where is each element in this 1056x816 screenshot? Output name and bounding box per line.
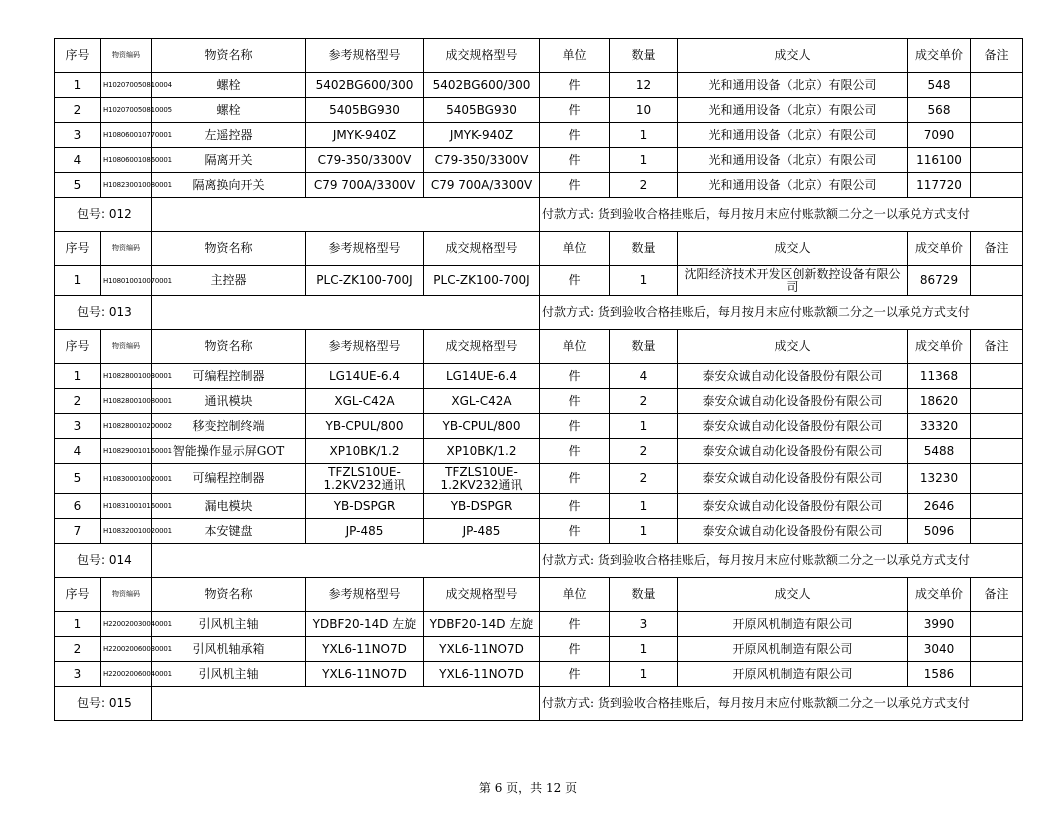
cell-code: H108060010860001 — [101, 148, 152, 173]
package-blank — [152, 544, 540, 578]
cell-price: 86729 — [908, 266, 971, 296]
cell-price: 117720 — [908, 173, 971, 198]
header-price: 成交单价 — [908, 39, 971, 73]
cell-deal-model: YDBF20-14D 左旋 — [424, 612, 540, 637]
cell-unit: 件 — [540, 98, 610, 123]
cell-code: H108280010200002 — [101, 414, 152, 439]
cell-unit: 件 — [540, 364, 610, 389]
cell-vendor: 泰安众诚自动化设备股份有限公司 — [678, 364, 908, 389]
cell-name: 螺栓 — [152, 73, 306, 98]
header-price: 成交单价 — [908, 232, 971, 266]
cell-qty: 2 — [610, 389, 678, 414]
cell-deal-model: YXL6-11NO7D — [424, 662, 540, 687]
cell-vendor: 开原风机制造有限公司 — [678, 612, 908, 637]
header-seq: 序号 — [55, 39, 101, 73]
cell-price: 568 — [908, 98, 971, 123]
cell-qty: 1 — [610, 519, 678, 544]
cell-vendor: 泰安众诚自动化设备股份有限公司 — [678, 519, 908, 544]
cell-ref-model: JMYK-940Z — [306, 123, 424, 148]
cell-name: 引风机轴承箱 — [152, 637, 306, 662]
cell-unit: 件 — [540, 519, 610, 544]
cell-ref-model: PLC-ZK100-700J — [306, 266, 424, 296]
cell-deal-model: YB-DSPGR — [424, 494, 540, 519]
cell-price: 3040 — [908, 637, 971, 662]
cell-remark — [971, 414, 1023, 439]
cell-vendor: 泰安众诚自动化设备股份有限公司 — [678, 414, 908, 439]
cell-price: 116100 — [908, 148, 971, 173]
cell-seq: 4 — [55, 148, 101, 173]
header-remark: 备注 — [971, 578, 1023, 612]
header-remark: 备注 — [971, 39, 1023, 73]
cell-name: 漏电模块 — [152, 494, 306, 519]
cell-vendor: 光和通用设备（北京）有限公司 — [678, 123, 908, 148]
cell-qty: 3 — [610, 612, 678, 637]
cell-name: 智能操作显示屏GOT — [152, 439, 306, 464]
cell-seq: 3 — [55, 123, 101, 148]
package-number: 包号: 014 — [55, 544, 152, 578]
cell-vendor: 泰安众诚自动化设备股份有限公司 — [678, 439, 908, 464]
cell-ref-model: YDBF20-14D 左旋 — [306, 612, 424, 637]
cell-name: 隔离开关 — [152, 148, 306, 173]
cell-unit: 件 — [540, 266, 610, 296]
cell-ref-model: YB-CPUL/800 — [306, 414, 424, 439]
header-unit: 单位 — [540, 578, 610, 612]
header-remark: 备注 — [971, 232, 1023, 266]
cell-ref-model: YB-DSPGR — [306, 494, 424, 519]
header-vendor: 成交人 — [678, 578, 908, 612]
cell-qty: 2 — [610, 173, 678, 198]
cell-deal-model: 5402BG600/300 — [424, 73, 540, 98]
cell-ref-model: LG14UE-6.4 — [306, 364, 424, 389]
table-row — [55, 148, 1023, 173]
header-vendor: 成交人 — [678, 330, 908, 364]
cell-seq: 5 — [55, 173, 101, 198]
cell-deal-model: YB-CPUL/800 — [424, 414, 540, 439]
cell-deal-model: LG14UE-6.4 — [424, 364, 540, 389]
header-unit: 单位 — [540, 39, 610, 73]
cell-remark — [971, 637, 1023, 662]
cell-remark — [971, 612, 1023, 637]
header-row — [55, 578, 1023, 612]
header-ref-model: 参考规格型号 — [306, 232, 424, 266]
header-vendor: 成交人 — [678, 39, 908, 73]
cell-code: H108280010030001 — [101, 364, 152, 389]
payment-terms: 付款方式: 货到验收合格挂账后，每月按月末应付账款额二分之一以承兑方式支付 — [540, 198, 1023, 232]
cell-deal-model: YXL6-11NO7D — [424, 637, 540, 662]
cell-vendor: 光和通用设备（北京）有限公司 — [678, 173, 908, 198]
cell-seq: 4 — [55, 439, 101, 464]
table-row — [55, 464, 1023, 494]
cell-remark — [971, 389, 1023, 414]
package-row — [55, 198, 1023, 232]
cell-unit: 件 — [540, 464, 610, 494]
cell-code: H108060010770001 — [101, 123, 152, 148]
table-row — [55, 73, 1023, 98]
header-deal-model: 成交规格型号 — [424, 578, 540, 612]
header-price: 成交单价 — [908, 330, 971, 364]
cell-ref-model: JP-485 — [306, 519, 424, 544]
header-qty: 数量 — [610, 578, 678, 612]
table-body — [55, 39, 1023, 721]
cell-code: H108280010080001 — [101, 389, 152, 414]
cell-remark — [971, 662, 1023, 687]
cell-unit: 件 — [540, 123, 610, 148]
cell-remark — [971, 364, 1023, 389]
cell-name: 左遥控器 — [152, 123, 306, 148]
payment-terms: 付款方式: 货到验收合格挂账后，每月按月末应付账款额二分之一以承兑方式支付 — [540, 544, 1023, 578]
cell-vendor: 泰安众诚自动化设备股份有限公司 — [678, 389, 908, 414]
cell-vendor: 开原风机制造有限公司 — [678, 637, 908, 662]
cell-deal-model: JP-485 — [424, 519, 540, 544]
cell-code: H220020030040001 — [101, 612, 152, 637]
table-row — [55, 637, 1023, 662]
cell-ref-model: YXL6-11NO7D — [306, 662, 424, 687]
cell-deal-model: TFZLS10UE-1.2KV232通讯 — [424, 464, 540, 494]
cell-name: 可编程控制器 — [152, 364, 306, 389]
cell-unit: 件 — [540, 637, 610, 662]
package-number: 包号: 012 — [55, 198, 152, 232]
cell-qty: 2 — [610, 439, 678, 464]
cell-name: 螺栓 — [152, 98, 306, 123]
cell-vendor: 泰安众诚自动化设备股份有限公司 — [678, 494, 908, 519]
header-deal-model: 成交规格型号 — [424, 39, 540, 73]
header-code: 物资编码 — [101, 578, 152, 612]
cell-unit: 件 — [540, 73, 610, 98]
cell-seq: 7 — [55, 519, 101, 544]
cell-price: 2646 — [908, 494, 971, 519]
package-blank — [152, 296, 540, 330]
cell-remark — [971, 519, 1023, 544]
cell-remark — [971, 148, 1023, 173]
cell-code: H108290010160001 — [101, 439, 152, 464]
cell-price: 7090 — [908, 123, 971, 148]
cell-unit: 件 — [540, 494, 610, 519]
package-row — [55, 687, 1023, 721]
table-row — [55, 662, 1023, 687]
header-name: 物资名称 — [152, 232, 306, 266]
cell-price: 33320 — [908, 414, 971, 439]
cell-seq: 1 — [55, 364, 101, 389]
header-price: 成交单价 — [908, 578, 971, 612]
cell-seq: 3 — [55, 414, 101, 439]
cell-seq: 2 — [55, 389, 101, 414]
cell-code: H108310010160001 — [101, 494, 152, 519]
header-seq: 序号 — [55, 232, 101, 266]
page-footer: 第 6 页，共 12 页 — [478, 781, 578, 795]
cell-seq: 2 — [55, 637, 101, 662]
cell-seq: 5 — [55, 464, 101, 494]
cell-deal-model: C79-350/3300V — [424, 148, 540, 173]
cell-name: 移变控制终端 — [152, 414, 306, 439]
cell-price: 5096 — [908, 519, 971, 544]
cell-ref-model: TFZLS10UE-1.2KV232通讯 — [306, 464, 424, 494]
cell-name: 可编程控制器 — [152, 464, 306, 494]
cell-code: H102070050810005 — [101, 98, 152, 123]
cell-code: H108300010020001 — [101, 464, 152, 494]
header-seq: 序号 — [55, 330, 101, 364]
cell-ref-model: 5405BG930 — [306, 98, 424, 123]
package-blank — [152, 198, 540, 232]
cell-code: H108010010070001 — [101, 266, 152, 296]
cell-unit: 件 — [540, 612, 610, 637]
cell-unit: 件 — [540, 439, 610, 464]
cell-unit: 件 — [540, 662, 610, 687]
cell-deal-model: PLC-ZK100-700J — [424, 266, 540, 296]
cell-code: H220020060040001 — [101, 662, 152, 687]
cell-remark — [971, 173, 1023, 198]
cell-seq: 6 — [55, 494, 101, 519]
header-name: 物资名称 — [152, 578, 306, 612]
cell-name: 隔离换向开关 — [152, 173, 306, 198]
header-qty: 数量 — [610, 232, 678, 266]
table-row — [55, 414, 1023, 439]
cell-remark — [971, 123, 1023, 148]
cell-price: 13230 — [908, 464, 971, 494]
cell-ref-model: XP10BK/1.2 — [306, 439, 424, 464]
cell-remark — [971, 439, 1023, 464]
header-code: 物资编码 — [101, 232, 152, 266]
cell-price: 5488 — [908, 439, 971, 464]
table-row — [55, 519, 1023, 544]
cell-seq: 2 — [55, 98, 101, 123]
cell-name: 引风机主轴 — [152, 612, 306, 637]
cell-remark — [971, 494, 1023, 519]
header-qty: 数量 — [610, 330, 678, 364]
header-unit: 单位 — [540, 330, 610, 364]
package-blank — [152, 687, 540, 721]
cell-qty: 1 — [610, 637, 678, 662]
cell-qty: 10 — [610, 98, 678, 123]
cell-unit: 件 — [540, 148, 610, 173]
cell-name: 通讯模块 — [152, 389, 306, 414]
cell-price: 1586 — [908, 662, 971, 687]
package-number: 包号: 013 — [55, 296, 152, 330]
cell-vendor: 光和通用设备（北京）有限公司 — [678, 73, 908, 98]
header-row — [55, 39, 1023, 73]
header-ref-model: 参考规格型号 — [306, 578, 424, 612]
table-row — [55, 98, 1023, 123]
cell-deal-model: JMYK-940Z — [424, 123, 540, 148]
cell-seq: 3 — [55, 662, 101, 687]
table-row — [55, 439, 1023, 464]
cell-qty: 1 — [610, 123, 678, 148]
cell-name: 主控器 — [152, 266, 306, 296]
cell-deal-model: XGL-C42A — [424, 389, 540, 414]
procurement-table — [54, 38, 1023, 721]
cell-ref-model: XGL-C42A — [306, 389, 424, 414]
payment-terms: 付款方式: 货到验收合格挂账后，每月按月末应付账款额二分之一以承兑方式支付 — [540, 296, 1023, 330]
table-row — [55, 612, 1023, 637]
cell-seq: 1 — [55, 266, 101, 296]
table-row — [55, 123, 1023, 148]
cell-unit: 件 — [540, 173, 610, 198]
cell-qty: 1 — [610, 148, 678, 173]
cell-code: H102070050810004 — [101, 73, 152, 98]
cell-code: H220020060030001 — [101, 637, 152, 662]
cell-name: 本安键盘 — [152, 519, 306, 544]
cell-qty: 12 — [610, 73, 678, 98]
cell-price: 11368 — [908, 364, 971, 389]
cell-qty: 1 — [610, 266, 678, 296]
table-row — [55, 364, 1023, 389]
header-unit: 单位 — [540, 232, 610, 266]
header-name: 物资名称 — [152, 39, 306, 73]
header-ref-model: 参考规格型号 — [306, 39, 424, 73]
cell-qty: 1 — [610, 414, 678, 439]
cell-price: 18620 — [908, 389, 971, 414]
cell-remark — [971, 266, 1023, 296]
table-row — [55, 173, 1023, 198]
cell-ref-model: YXL6-11NO7D — [306, 637, 424, 662]
cell-price: 548 — [908, 73, 971, 98]
cell-name: 引风机主轴 — [152, 662, 306, 687]
table-row — [55, 494, 1023, 519]
cell-qty: 1 — [610, 494, 678, 519]
cell-ref-model: C79 700A/3300V — [306, 173, 424, 198]
cell-unit: 件 — [540, 414, 610, 439]
cell-deal-model: 5405BG930 — [424, 98, 540, 123]
cell-vendor: 光和通用设备（北京）有限公司 — [678, 148, 908, 173]
package-row — [55, 544, 1023, 578]
cell-remark — [971, 98, 1023, 123]
cell-vendor: 光和通用设备（北京）有限公司 — [678, 98, 908, 123]
package-number: 包号: 015 — [55, 687, 152, 721]
cell-vendor: 沈阳经济技术开发区创新数控设备有限公司 — [678, 266, 908, 296]
cell-ref-model: C79-350/3300V — [306, 148, 424, 173]
header-code: 物资编码 — [101, 330, 152, 364]
cell-vendor: 泰安众诚自动化设备股份有限公司 — [678, 464, 908, 494]
cell-ref-model: 5402BG600/300 — [306, 73, 424, 98]
cell-deal-model: XP10BK/1.2 — [424, 439, 540, 464]
cell-remark — [971, 73, 1023, 98]
cell-qty: 4 — [610, 364, 678, 389]
cell-unit: 件 — [540, 389, 610, 414]
header-deal-model: 成交规格型号 — [424, 232, 540, 266]
cell-deal-model: C79 700A/3300V — [424, 173, 540, 198]
table-row — [55, 266, 1023, 296]
header-deal-model: 成交规格型号 — [424, 330, 540, 364]
header-remark: 备注 — [971, 330, 1023, 364]
package-row — [55, 296, 1023, 330]
cell-code: H108230010080001 — [101, 173, 152, 198]
cell-seq: 1 — [55, 612, 101, 637]
header-code: 物资编码 — [101, 39, 152, 73]
cell-qty: 2 — [610, 464, 678, 494]
header-name: 物资名称 — [152, 330, 306, 364]
header-row — [55, 330, 1023, 364]
cell-seq: 1 — [55, 73, 101, 98]
table-row — [55, 389, 1023, 414]
cell-qty: 1 — [610, 662, 678, 687]
cell-price: 3990 — [908, 612, 971, 637]
cell-vendor: 开原风机制造有限公司 — [678, 662, 908, 687]
payment-terms: 付款方式: 货到验收合格挂账后，每月按月末应付账款额二分之一以承兑方式支付 — [540, 687, 1023, 721]
header-ref-model: 参考规格型号 — [306, 330, 424, 364]
header-row — [55, 232, 1023, 266]
header-qty: 数量 — [610, 39, 678, 73]
header-vendor: 成交人 — [678, 232, 908, 266]
header-seq: 序号 — [55, 578, 101, 612]
cell-remark — [971, 464, 1023, 494]
cell-code: H108320010020001 — [101, 519, 152, 544]
